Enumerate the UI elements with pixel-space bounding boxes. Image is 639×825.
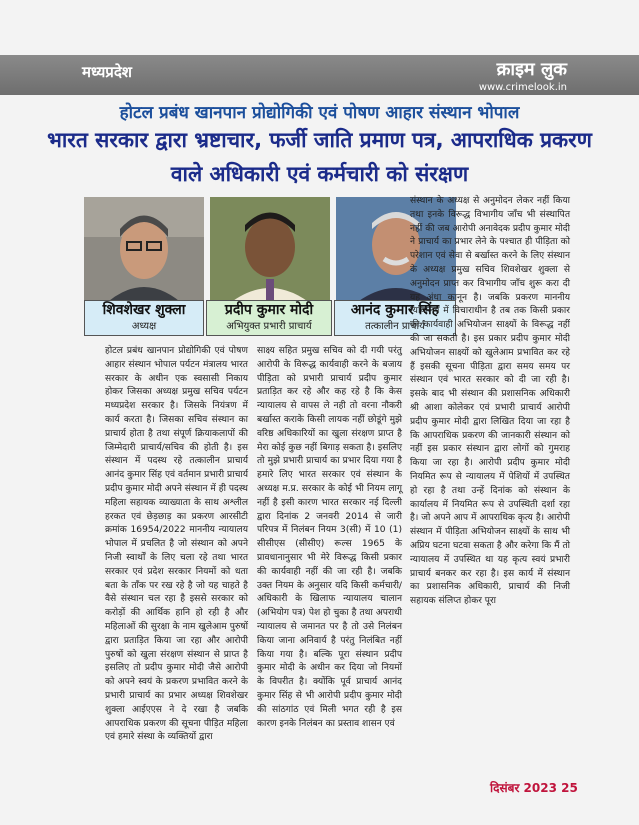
caption-role: अभियुक्त प्रभारी प्राचार्य (226, 321, 312, 332)
caption-2 (206, 300, 332, 336)
caption-name: प्रदीप कुमार मोदी (224, 302, 314, 318)
caption-1 (84, 300, 204, 336)
headline-line-1: भारत सरकार द्वारा भ्रष्टाचार, फर्जी जाति प्रमाण पत्र, आपराधिक प्रकरण (47, 128, 592, 152)
article-column-2: साक्ष्य सहित प्रमुख सचिव को दी गयी परंतु आरोपी के विरूद्ध कार्यवाही करने के बजाय पीड़िता को प्रभारी प्राचार्य प्रदीप कुमार प्रताड़ित कर रहे और कह रहे है कि केस न्यायालय से वापस ले नही तो वरना नौकरी बर्खास्त कराके किसी लायक नहीं छोडूंगे मुझे वरिष्ठ अधिकारियों का खुला संरक्षण प्राप्त है मेरा कोई कुछ नहीं बिगाड़ सकता है। इसलिए तो मुझे प्रभारी प्राचार्य का प्रभार दिया गया है हमारे लिए भारत सरकार एवं संस्थान के अध्यक्ष म.प्र. सरकार के कोई भी नियम लागू नहीं है इसी कारण भारत सरकार नई दिल्ली द्वारा दिनांक 2 जनवरी 2014 से जारी परिपत्र में निलंबन नियम 3(सी) में 10 (1) सीसीएस (सीसीए) रूल्स 1965 के प्रावधानानुसार भी मेरे विरूद्ध किसी प्रकार की कार्यवाही नहीं की जा रही है। जबकि उक्त नियम के अनुसार यदि किसी कर्मचारी/अधिकारी के खिलाफ न्यायालय चालान (अभियोग पत्र) पेश हो चुका है तथा अपराधी न्यायालय से जमानत पर है तो उसे निलंबन किया जाना अनिवार्य है परंतु निलंबित नहीं किया गया है। बल्कि पूरा संस्थान प्रदीप कुमार मोदी के अधीन कर दिया जो नियमों के विपरीत है। क्योंकि पूर्व प्राचार्य आनंद कुमार सिंह से भी आरोपी प्रदीप कुमार मोदी की सांठगांठ एवं मिली भगत रही है इस कारण इनके निलंबन का प्रस्ताव शासन एवं (257, 346, 402, 729)
photo-shivshekhar-shukla (84, 197, 204, 307)
magazine-brand (427, 55, 567, 95)
caption-role: अध्यक्ष (131, 321, 157, 332)
caption-role: तत्कालीन प्राचार्य (365, 321, 425, 332)
photo-pradeep-kumar-modi (210, 197, 330, 307)
magazine-url: www.crimelook.in (478, 82, 567, 93)
caption-name: शिवशेखर शुक्ला (102, 302, 186, 318)
subheadline: होटल प्रबंध खानपान प्रोद्योगिकी एवं पोषण आहार संस्थान भोपाल (119, 103, 520, 123)
article-column-3: संस्थान के अध्यक्ष से अनुमोदन लेकर नहीं किया तथा इनके विरूद्ध विभागीय जाँच भी संस्थापित नहीं की जब आरोपी अनावेदक प्रदीप कुमार मोदी ने प्राचार्य का प्रभार लेने के पश्चात ही पीड़िता को परेशान एवं सेवा से बर्खास्त करने के लिए संस्थान के अध्यक्ष प्रमुख सचिव शिवशेखर शुक्ला से अनुमोदन प्राप्त कर विभागीय जाँच शुरू करा दी यह अंधा कानून है। जबकि प्रकरण माननीय न्यायालय में विचाराधीन है तब तक किसी प्रकार की कार्यवाही अभियोजन साक्ष्यों के विरूद्ध नहीं की जा सकती है। इस प्रकार प्रदीप कुमार मोदी अभियोजन साक्ष्यों को खुलेआम प्रभावित कर रहे हैं इसकी सूचना पीड़िता द्वारा समय समय पर संस्थान एवं भारत सरकार को दी जा रही है। इसके बाद भी संस्थान की प्रशासनिक अधिकारी श्री आशा कोलेकर एवं प्रभारी प्राचार्य आरोपी प्रदीप कुमार मोदी द्वारा लिखित दिया जा रहा है कि आपराधिक प्रकरण की जानकारी संस्थान को नहीं इस प्रकार संस्थान द्वारा लोगों को गुमराह किया जा रहा है। आरोपी प्रदीप कुमार मोदी नियमित रूप से न्यायालय में पेशियों में उपस्थित हो रहा है तथा उन्हें दिनांक को संस्थान के कार्यालय में नियमित रूप से उपस्थिती दर्शा रहा है। जो अपने आप में आपराधिक कृत्य है। आरोपी संस्थान में पीड़िता अभियोजन साक्ष्यों के साथ भी अप्रिय घटना घटवा सकता है और करेगा कि मैं तो न्यायालय में उपस्थित था यह कृत्य स्वयं प्रभारी प्राचार्य बनकर कर रहा है। इस कार्य में संस्थान का प्रशासनिक अधिकारी, प्राचार्य की निजी सहायक संलिप्त होकर पूरा (410, 196, 570, 607)
headline-line-2: वाले अधिकारी एवं कर्मचारी को संरक्षण (170, 162, 469, 186)
magazine-name: क्राइम लुक (496, 59, 567, 80)
page-footer: दिसंबर 2023 25 (490, 781, 578, 795)
article-column-1: होटल प्रबंध खानपान प्रोद्योगिकी एवं पोषण आहार संस्थान भोपाल पर्यटन मंत्रालय भारत सरकार के अधीन एक स्वसासी निकाय होकर जिसका अध्यक्ष प्रमुख सचिव पर्यटन मध्यप्रदेश सरकार है। जिसके नियंत्रण में कार्य करता है। जिसका सचिव संस्थान का प्राचार्य होता है तथा संपूर्ण क्रियाकलापों की जिम्मेदारी प्राचार्य/सचिव की होती है। इस संस्थान में पदस्थ रहे तत्कालीन प्राचार्य आनंद कुमार सिंह एवं वर्तमान प्रभारी प्राचार्य प्रदीप कुमार मोदी अपने संस्थान में ही पदस्थ महिला सहायक व्याख्याता के साथ अश्लील हरकत एवं छेड़छाड़ का प्रकरण आरसीटी क्रमांक 16954/2022 माननीय न्यायालय भोपाल में प्रचलित है जो संस्थान को अपने निजी स्वार्थों के लिए चला रहे तथा भारत सरकार एवं प्रदेश सरकार नियमों को धता बता के ताँक पर रख रहे है जो यह चाहते है वैसे संस्थान चल रहा है इससे सरकार को करोड़ों की आर्थिक हानि हो रही है और महिलाओं की सुरक्षा के नाम खुलेआम पुरुषों द्वारा प्रताड़ित किया जा रहा और आरोपी पुरुषों को खुला संरक्षण संस्थान से प्राप्त है इसलिए तो प्रदीप कुमार मोदी जैसे आरोपी को अपने स्वयं के प्रकरण प्रभावित करने के प्रभारी प्राचार्य का प्रभार अध्यक्ष शिवशेखर शुक्ला आईएएस ने दे रखा है जबकि आपराधिक प्रकरण की सूचना पीड़ित महिला एवं हमारे संस्था के व्यक्तियों द्वारा (105, 346, 248, 743)
section-label: मध्यप्रदेश (82, 63, 133, 81)
caption-name: आनंद कुमार सिंह (350, 302, 440, 318)
